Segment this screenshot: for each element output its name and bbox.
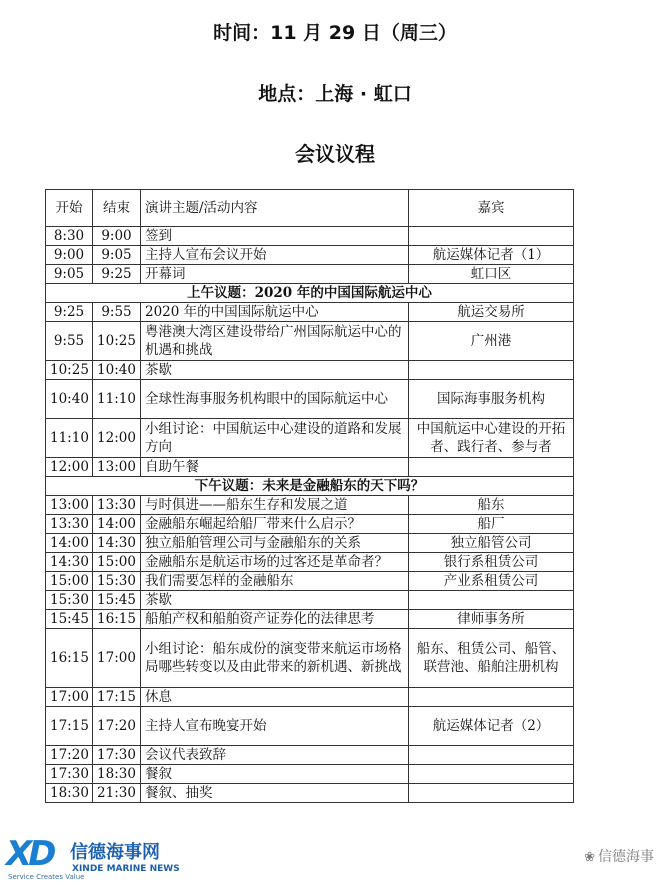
end-time-cell: 13:00 bbox=[93, 458, 141, 477]
start-time-cell: 9:05 bbox=[46, 265, 93, 284]
guest-cell bbox=[409, 746, 574, 765]
end-time-cell: 14:00 bbox=[93, 515, 141, 534]
start-time-cell: 18:30 bbox=[46, 784, 93, 803]
guest-cell bbox=[409, 227, 574, 246]
end-time-cell: 15:30 bbox=[93, 572, 141, 591]
start-time-cell: 15:45 bbox=[46, 610, 93, 629]
guest-cell bbox=[409, 361, 574, 380]
site-logo bbox=[6, 834, 180, 882]
meeting-time: 时间：11 月 29 日（周三） bbox=[213, 22, 457, 44]
end-time-cell: 17:15 bbox=[93, 688, 141, 707]
topic-cell: 主持人宣布晚宴开始 bbox=[141, 707, 409, 746]
table-row bbox=[46, 784, 574, 803]
topic-cell: 小组讨论：船东成份的演变带来航运市场格局哪些转变以及由此带来的新机遇、新挑战 bbox=[141, 629, 409, 688]
start-time-cell: 14:00 bbox=[46, 534, 93, 553]
guest-cell: 律师事务所 bbox=[409, 610, 574, 629]
start-time-cell: 10:40 bbox=[46, 380, 93, 419]
wechat-icon: ❀ bbox=[584, 850, 595, 865]
section-title: 上午议题：2020 年的中国国际航运中心 bbox=[46, 284, 574, 303]
guest-cell bbox=[409, 765, 574, 784]
end-time-cell: 17:00 bbox=[93, 629, 141, 688]
topic-cell: 小组讨论：中国航运中心建设的道路和发展方向 bbox=[141, 419, 409, 458]
topic-cell: 主持人宣布会议开始 bbox=[141, 246, 409, 265]
section-row bbox=[46, 477, 574, 496]
topic-cell: 茶歇 bbox=[141, 591, 409, 610]
watermark-text: 信德海事 bbox=[598, 849, 654, 865]
logo-slogan: Service Creates Value bbox=[8, 873, 85, 881]
table-row bbox=[46, 534, 574, 553]
end-time-cell: 12:00 bbox=[93, 419, 141, 458]
start-time-cell: 13:30 bbox=[46, 515, 93, 534]
guest-cell bbox=[409, 784, 574, 803]
agenda-body bbox=[46, 227, 574, 803]
wechat-watermark bbox=[584, 846, 654, 866]
guest-cell: 航运媒体记者（1） bbox=[409, 246, 574, 265]
logo-mark: XD bbox=[6, 834, 53, 874]
end-time-cell: 21:30 bbox=[93, 784, 141, 803]
guest-cell: 独立船管公司 bbox=[409, 534, 574, 553]
end-time-cell: 16:15 bbox=[93, 610, 141, 629]
start-time-cell: 16:15 bbox=[46, 629, 93, 688]
end-time-cell: 15:00 bbox=[93, 553, 141, 572]
section-row bbox=[46, 284, 574, 303]
topic-cell: 船舶产权和船舶资产证券化的法律思考 bbox=[141, 610, 409, 629]
end-time-cell: 13:30 bbox=[93, 496, 141, 515]
table-row bbox=[46, 458, 574, 477]
logo-name-en: XINDE MARINE NEWS bbox=[72, 864, 180, 874]
start-time-cell: 17:15 bbox=[46, 707, 93, 746]
start-time-cell: 12:00 bbox=[46, 458, 93, 477]
table-row bbox=[46, 419, 574, 458]
table-row bbox=[46, 303, 574, 322]
header-topic: 演讲主题/活动内容 bbox=[141, 190, 409, 227]
agenda-table bbox=[45, 189, 574, 803]
table-row bbox=[46, 361, 574, 380]
topic-cell: 独立船舶管理公司与金融船东的关系 bbox=[141, 534, 409, 553]
table-row bbox=[46, 572, 574, 591]
topic-cell: 开幕词 bbox=[141, 265, 409, 284]
topic-cell: 茶歇 bbox=[141, 361, 409, 380]
topic-cell: 金融船东是航运市场的过客还是革命者？ bbox=[141, 553, 409, 572]
end-time-cell: 10:25 bbox=[93, 322, 141, 361]
end-time-cell: 9:55 bbox=[93, 303, 141, 322]
topic-cell: 休息 bbox=[141, 688, 409, 707]
table-row bbox=[46, 553, 574, 572]
topic-cell: 与时俱进——船东生存和发展之道 bbox=[141, 496, 409, 515]
table-row bbox=[46, 591, 574, 610]
guest-cell: 船东、租赁公司、船管、联营池、船舶注册机构 bbox=[409, 629, 574, 688]
start-time-cell: 10:25 bbox=[46, 361, 93, 380]
start-time-cell: 8:30 bbox=[46, 227, 93, 246]
table-row bbox=[46, 610, 574, 629]
start-time-cell: 14:30 bbox=[46, 553, 93, 572]
topic-cell: 金融船东崛起给船厂带来什么启示？ bbox=[141, 515, 409, 534]
topic-cell: 会议代表致辞 bbox=[141, 746, 409, 765]
end-time-cell: 11:10 bbox=[93, 380, 141, 419]
table-row bbox=[46, 322, 574, 361]
end-time-cell: 9:05 bbox=[93, 246, 141, 265]
start-time-cell: 9:00 bbox=[46, 246, 93, 265]
start-time-cell: 17:20 bbox=[46, 746, 93, 765]
start-time-cell: 9:55 bbox=[46, 322, 93, 361]
topic-cell: 全球性海事服务机构眼中的国际航运中心 bbox=[141, 380, 409, 419]
end-time-cell: 17:30 bbox=[93, 746, 141, 765]
topic-cell: 粤港澳大湾区建设带给广州国际航运中心的机遇和挑战 bbox=[141, 322, 409, 361]
topic-cell: 2020 年的中国国际航运中心 bbox=[141, 303, 409, 322]
guest-cell: 航运媒体记者（2） bbox=[409, 707, 574, 746]
guest-cell: 广州港 bbox=[409, 322, 574, 361]
table-header-row bbox=[46, 190, 574, 227]
table-row bbox=[46, 246, 574, 265]
topic-cell: 签到 bbox=[141, 227, 409, 246]
header-end: 结束 bbox=[93, 190, 141, 227]
table-row bbox=[46, 496, 574, 515]
topic-cell: 我们需要怎样的金融船东 bbox=[141, 572, 409, 591]
start-time-cell: 13:00 bbox=[46, 496, 93, 515]
header-start: 开始 bbox=[46, 190, 93, 227]
guest-cell: 中国航运中心建设的开拓者、践行者、参与者 bbox=[409, 419, 574, 458]
start-time-cell: 9:25 bbox=[46, 303, 93, 322]
guest-cell: 产业系租赁公司 bbox=[409, 572, 574, 591]
guest-cell: 船厂 bbox=[409, 515, 574, 534]
guest-cell: 虹口区 bbox=[409, 265, 574, 284]
table-row bbox=[46, 688, 574, 707]
end-time-cell: 9:00 bbox=[93, 227, 141, 246]
guest-cell bbox=[409, 458, 574, 477]
guest-cell: 国际海事服务机构 bbox=[409, 380, 574, 419]
start-time-cell: 15:00 bbox=[46, 572, 93, 591]
guest-cell: 银行系租赁公司 bbox=[409, 553, 574, 572]
guest-cell bbox=[409, 688, 574, 707]
topic-cell: 餐叙 bbox=[141, 765, 409, 784]
end-time-cell: 10:40 bbox=[93, 361, 141, 380]
start-time-cell: 15:30 bbox=[46, 591, 93, 610]
guest-cell: 航运交易所 bbox=[409, 303, 574, 322]
end-time-cell: 18:30 bbox=[93, 765, 141, 784]
end-time-cell: 15:45 bbox=[93, 591, 141, 610]
topic-cell: 自助午餐 bbox=[141, 458, 409, 477]
guest-cell bbox=[409, 591, 574, 610]
table-row bbox=[46, 380, 574, 419]
table-row bbox=[46, 265, 574, 284]
logo-name-cn: 信德海事网 bbox=[70, 842, 160, 863]
table-row bbox=[46, 227, 574, 246]
start-time-cell: 17:00 bbox=[46, 688, 93, 707]
start-time-cell: 11:10 bbox=[46, 419, 93, 458]
topic-cell: 餐叙、抽奖 bbox=[141, 784, 409, 803]
agenda-title: 会议议程 bbox=[295, 142, 375, 166]
table-row bbox=[46, 629, 574, 688]
table-row bbox=[46, 746, 574, 765]
end-time-cell: 9:25 bbox=[93, 265, 141, 284]
header-guest: 嘉宾 bbox=[409, 190, 574, 227]
table-row bbox=[46, 765, 574, 784]
end-time-cell: 14:30 bbox=[93, 534, 141, 553]
end-time-cell: 17:20 bbox=[93, 707, 141, 746]
meeting-place: 地点：上海 · 虹口 bbox=[258, 83, 412, 105]
table-row bbox=[46, 707, 574, 746]
guest-cell: 船东 bbox=[409, 496, 574, 515]
table-row bbox=[46, 515, 574, 534]
start-time-cell: 17:30 bbox=[46, 765, 93, 784]
section-title: 下午议题：未来是金融船东的天下吗？ bbox=[46, 477, 574, 496]
